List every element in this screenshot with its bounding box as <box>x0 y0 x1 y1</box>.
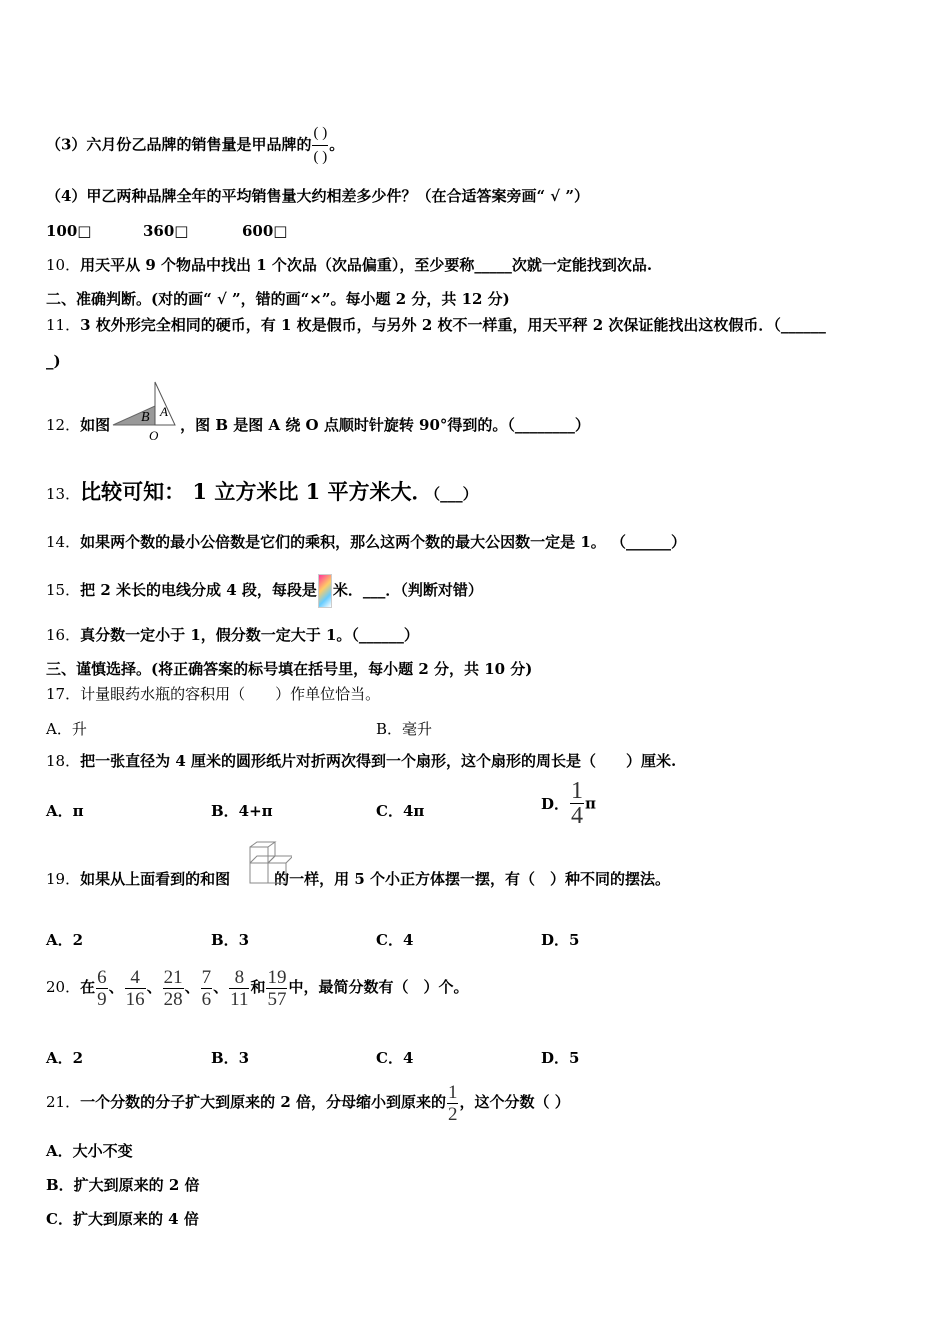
q18-option-a[interactable]: A．π <box>46 802 84 820</box>
fraction: $\frac{21}{28}$ <box>163 966 183 1010</box>
question-16: 16．真分数一定小于 1，假分数一定大于 1。（______） <box>46 626 419 644</box>
q19-option-d[interactable]: D．5 <box>541 931 580 949</box>
cube-figure <box>248 841 292 887</box>
label-o: O <box>149 428 159 443</box>
question-19: 19．如果从上面看到的和图 的一样，用 5 个小正方体摆一摆，有（ ）种不同的摆法。 <box>46 870 670 888</box>
q18-option-d[interactable]: D． $\frac{1}{4}$ π <box>541 778 596 829</box>
fraction-image-icon <box>318 574 332 608</box>
question-21: 21．一个分数的分子扩大到原来的 2 倍，分母缩小到原来的 $\frac{1}{2}$ ，这个分数（ ） <box>46 1081 570 1125</box>
q18-option-c[interactable]: C．4π <box>376 802 425 820</box>
q18-option-b[interactable]: B．4+π <box>211 802 273 820</box>
q9-part3: （3）六月份乙品牌的销售量是甲品牌的 $\frac{( )}{( )}$ 。 <box>46 125 345 165</box>
fraction: $\frac{8}{11}$ <box>230 966 249 1010</box>
fraction: $\frac{1}{4}$ <box>571 778 584 829</box>
question-14: 14．如果两个数的最小公倍数是它们的乘积，那么这两个数的最大公因数一定是 1。 （______） <box>46 533 686 551</box>
question-12: 12．如图 ，图 B 是图 A 绕 O 点顺时针旋转 90°得到的。（________） <box>46 416 590 434</box>
question-11: 11．3 枚外形完全相同的硬币，有 1 枚是假币，与另外 2 枚不一样重，用天平秤 2 次保证能找出这枚假币．（______ <box>46 316 826 334</box>
label-a: A <box>160 404 168 419</box>
question-15: 15．把 2 米长的电线分成 4 段，每段是 米．___．（判断对错） <box>46 574 483 608</box>
q20-option-b[interactable]: B．3 <box>211 1049 250 1067</box>
question-17: 17．计量眼药水瓶的容积用（ ）作单位恰当。 <box>46 685 381 703</box>
q21-option-a[interactable]: A．大小不变 <box>46 1142 133 1160</box>
question-20: 20．在 $\frac{6}{9}$ 、 $\frac{4}{16}$ 、 $\frac{21}{28}$ 、 $\frac{7}{6}$ 、 $\frac{8}{11}$ 和 $\frac{19}{57}$ 中，最简分数有（ ）个。 <box>46 966 469 1010</box>
q19-option-a[interactable]: A．2 <box>46 931 84 949</box>
fraction: $\frac{7}{6}$ <box>201 966 212 1010</box>
section-2-heading: 二、准确判断。(对的画“ √ ”，错的画“×”。每小题 2 分，共 12 分) <box>46 290 510 308</box>
q19-option-b[interactable]: B．3 <box>211 931 250 949</box>
fraction: $\frac{1}{2}$ <box>447 1081 458 1125</box>
q9-option-360[interactable]: 360□ <box>143 222 189 240</box>
q20-option-c[interactable]: C．4 <box>376 1049 414 1067</box>
q19-option-c[interactable]: C．4 <box>376 931 414 949</box>
q17-option-b[interactable]: B．毫升 <box>376 720 433 738</box>
question-10: 10．用天平从 9 个物品中找出 1 个次品（次品偏重），至少要称_____次就一定能找到次品. <box>46 256 653 274</box>
section-3-heading: 三、谨慎选择。(将正确答案的标号填在括号里，每小题 2 分，共 10 分) <box>46 660 533 678</box>
question-13: 13．比较可知： 1 立方米比 1 平方米大．（___） <box>46 479 478 504</box>
rotation-figure <box>111 378 183 444</box>
q9-option-100[interactable]: 100□ <box>46 222 92 240</box>
fraction: $\frac{( )}{( )}$ <box>313 125 328 165</box>
q9-part4: （4）甲乙两种品牌全年的平均销售量大约相差多少件？（在合适答案旁画“ √ ”） <box>46 187 589 205</box>
q21-option-b[interactable]: B．扩大到原来的 2 倍 <box>46 1176 200 1194</box>
q21-option-c[interactable]: C．扩大到原来的 4 倍 <box>46 1210 199 1228</box>
question-18: 18．把一张直径为 4 厘米的圆形纸片对折两次得到一个扇形，这个扇形的周长是（ ）厘米. <box>46 752 677 770</box>
q17-option-a[interactable]: A．升 <box>46 720 87 738</box>
fraction: $\frac{6}{9}$ <box>97 966 107 1010</box>
label-b: B <box>141 410 150 425</box>
q20-option-d[interactable]: D．5 <box>541 1049 580 1067</box>
q9-option-600[interactable]: 600□ <box>242 222 288 240</box>
question-11-continued: _) <box>46 352 61 370</box>
fraction: $\frac{19}{57}$ <box>267 966 287 1010</box>
q20-option-a[interactable]: A．2 <box>46 1049 84 1067</box>
fraction: $\frac{4}{16}$ <box>125 966 145 1010</box>
